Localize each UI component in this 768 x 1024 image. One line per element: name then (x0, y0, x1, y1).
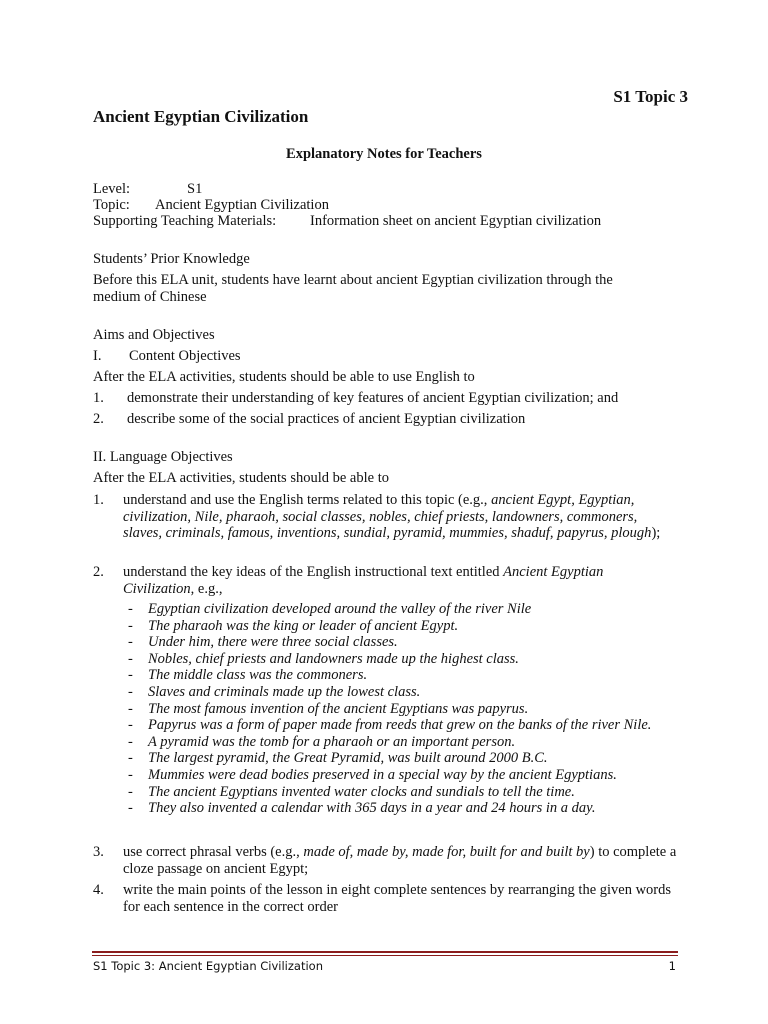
list-item (128, 667, 688, 684)
key-idea-text: They also invented a calendar with 365 days in a year and 24 hours in a day. (148, 800, 596, 817)
list-item (128, 651, 688, 668)
level-value: S1 (187, 181, 203, 197)
dash-marker: - (128, 601, 133, 617)
language-item-2-text: understand the key ideas of the English instructional text entitled (123, 564, 504, 580)
dash-marker: - (128, 667, 133, 684)
list-item (128, 784, 688, 801)
language-item-1-text: understand and use the English terms related to this topic (e.g., (123, 492, 492, 508)
language-item-num: 1. (93, 492, 104, 508)
key-idea-text: The largest pyramid, the Great Pyramid, was built around 2000 B.C. (148, 750, 548, 767)
content-item-num: 2. (93, 411, 104, 427)
footer-rule (92, 951, 678, 953)
list-item (128, 701, 688, 718)
language-item-2-end: , e.g., (190, 580, 223, 597)
language-item-1-end: ); (651, 525, 661, 541)
language-item-3-terms: made of, made by, made for, built for and built by (303, 844, 590, 860)
key-idea-text: Slaves and criminals made up the lowest class. (148, 683, 421, 700)
level-row (93, 181, 202, 198)
key-ideas-list (128, 601, 688, 817)
key-idea-text: Papyrus was a form of paper made from reeds that grew on the banks of the river Nile. (148, 717, 652, 734)
topic-label: Topic: (93, 197, 130, 213)
dash-marker: - (128, 750, 133, 767)
list-item (128, 750, 688, 767)
prior-knowledge-line-1: Before this ELA unit, students have learnt about ancient Egyptian civilization through the (93, 272, 613, 288)
language-objectives-intro: After the ELA activities, students should be able to (93, 470, 389, 486)
list-item (128, 634, 688, 651)
dash-marker: - (128, 634, 133, 651)
content-item-text: demonstrate their understanding of key features of ancient Egyptian civilization; and (127, 390, 619, 406)
language-item-3-end: ) to complete a cloze passage on ancient Egypt; (123, 844, 677, 877)
footer-rule-thin (92, 955, 678, 956)
list-item (128, 684, 688, 701)
key-idea-text: Nobles, chief priests and landowners made up the highest class. (148, 650, 519, 667)
language-item-4: write the main points of the lesson in eight complete sentences by rearranging the given words for each sentence in the correct order (123, 882, 672, 915)
content-objectives-intro: After the ELA activities, students should be able to use English to (93, 369, 475, 385)
dash-marker: - (128, 766, 133, 783)
level-label: Level: (93, 181, 131, 197)
footer-title: S1 Topic 3: Ancient Egyptian Civilization (93, 959, 323, 973)
dash-marker: - (128, 800, 133, 817)
materials-row (93, 213, 601, 230)
content-item-text: describe some of the social practices of ancient Egyptian civilization (127, 411, 526, 427)
topic-row (93, 197, 329, 214)
list-item (128, 717, 688, 734)
language-objectives-heading: II. Language Objectives (93, 449, 233, 465)
language-item-3 (123, 844, 678, 877)
list-item (128, 734, 688, 751)
dash-marker: - (128, 783, 133, 800)
dash-marker: - (128, 717, 133, 734)
list-item (128, 800, 688, 817)
dash-marker: - (128, 617, 133, 634)
key-idea-text: Egyptian civilization developed around the valley of the river Nile (148, 601, 532, 617)
dash-marker: - (128, 700, 133, 717)
language-item-2 (123, 564, 678, 597)
prior-knowledge-line-2: medium of Chinese (93, 289, 207, 305)
document-subtitle: Explanatory Notes for Teachers (286, 146, 482, 162)
language-item-num: 4. (93, 882, 104, 898)
key-idea-text: Under him, there were three social classes. (148, 634, 398, 651)
content-item-num: 1. (93, 390, 104, 406)
content-objectives-num: I. (93, 348, 102, 364)
key-idea-text: The pharaoh was the king or leader of ancient Egypt. (148, 617, 459, 634)
dash-marker: - (128, 733, 133, 750)
language-item-num: 2. (93, 564, 104, 580)
prior-knowledge-heading: Students’ Prior Knowledge (93, 251, 250, 267)
language-item-1-terms: ancient Egypt, Egyptian, civilization, Nile, pharaoh, social classes, nobles, chief priests, landowners, commoners, slaves, criminals, famous, inventions, sundial, pyramid, mummies, shaduf, papyrus, plough (123, 492, 652, 541)
language-item-2-title: Ancient Egyptian Civilization (123, 564, 604, 597)
key-idea-text: A pyramid was the tomb for a pharaoh or an important person. (148, 733, 516, 750)
key-idea-text: Mummies were dead bodies preserved in a special way by the ancient Egyptians. (148, 766, 617, 783)
key-idea-text: The ancient Egyptians invented water clocks and sundials to tell the time. (148, 783, 575, 800)
document-title: Ancient Egyptian Civilization (93, 107, 309, 126)
key-idea-text: The most famous invention of the ancient Egyptians was papyrus. (148, 700, 529, 717)
dash-marker: - (128, 683, 133, 700)
list-item (128, 618, 688, 635)
content-objectives-heading: Content Objectives (129, 348, 241, 364)
aims-heading: Aims and Objectives (93, 327, 215, 343)
language-item-3-text: use correct phrasal verbs (e.g., (123, 844, 304, 860)
page-number: 1 (668, 959, 676, 973)
topic-value: Ancient Egyptian Civilization (155, 197, 329, 213)
language-item-1 (123, 492, 678, 542)
list-item (128, 601, 688, 618)
dash-marker: - (128, 650, 133, 667)
language-item-num: 3. (93, 844, 104, 860)
key-idea-text: The middle class was the commoners. (148, 667, 368, 684)
materials-label: Supporting Teaching Materials: (93, 213, 277, 229)
materials-value: Information sheet on ancient Egyptian civilization (310, 213, 602, 229)
list-item (128, 767, 688, 784)
topic-tag: S1 Topic 3 (613, 87, 688, 106)
